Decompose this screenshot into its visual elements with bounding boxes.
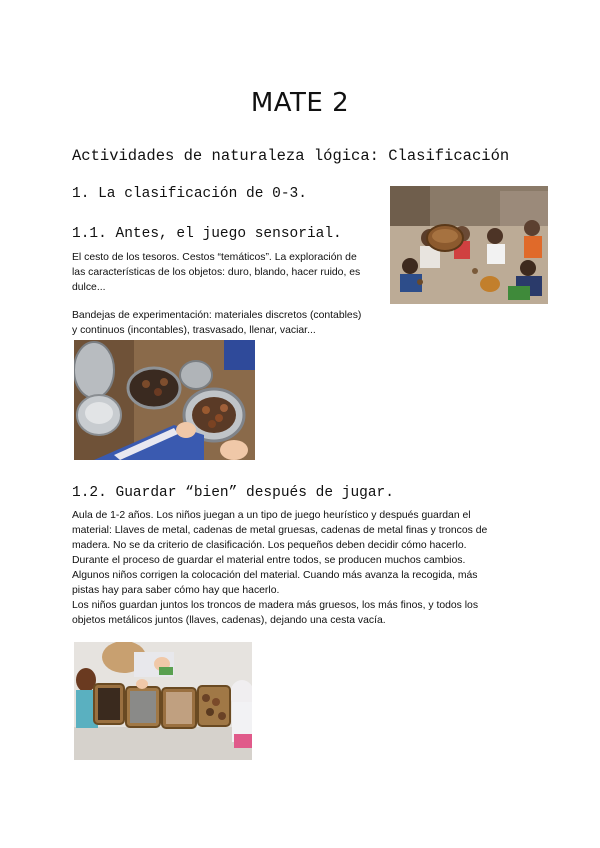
text-line: dulce...: [72, 282, 106, 293]
paragraph-cesto-tesoros: [72, 250, 360, 295]
photo-metal-bowls: [74, 340, 255, 460]
photo-sorting-baskets: [74, 642, 252, 760]
text-line: Bandejas de experimentación: materiales discretos (contables): [72, 310, 362, 321]
photo-treasure-basket: [390, 186, 548, 304]
text-line: Aula de 1-2 años. Los niños juegan a un tipo de juego heurístico y después guardan el: [72, 510, 471, 521]
text-line: y continuos (incontables), trasvasado, llenar, vaciar...: [72, 325, 316, 336]
section-heading: Actividades de naturaleza lógica: Clasificación: [72, 147, 510, 165]
page-title: MATE 2: [250, 88, 350, 118]
heading-guardar: 1.2. Guardar “bien” después de jugar.: [72, 485, 394, 501]
paragraph-bandejas: [72, 308, 361, 338]
text-line: Los niños guardan juntos los troncos de madera más gruesos, los más finos, y todos los: [72, 600, 479, 611]
text-line: objetos metálicos juntos (llaves, cadenas), dejando una cesta vacía.: [72, 615, 386, 626]
text-line: Algunos niños corrigen la colocación del material. Cuando más avanza la recogida, más: [72, 570, 478, 581]
text-line: El cesto de los tesoros. Cestos “temáticos”. La exploración de: [72, 252, 357, 263]
text-line: madera. No se da criterio de clasificación. Los pequeños deben decidir cómo hacerlo.: [72, 540, 467, 551]
heading-clasificacion: 1. La clasificación de 0-3.: [72, 186, 307, 202]
text-line: las características de los objetos: duro, blando, hacer ruido, es: [72, 267, 361, 278]
text-line: Durante el proceso de guardar el material entre todos, se producen muchos cambios.: [72, 555, 466, 566]
paragraph-aula: [72, 508, 487, 628]
text-line: material: Llaves de metal, cadenas de metal gruesas, cadenas de metal finas y troncos de: [72, 525, 488, 536]
heading-juego-sensorial: 1.1. Antes, el juego sensorial.: [72, 226, 342, 242]
text-line: pistas hay para saber cómo hay que hacerlo.: [72, 585, 280, 596]
